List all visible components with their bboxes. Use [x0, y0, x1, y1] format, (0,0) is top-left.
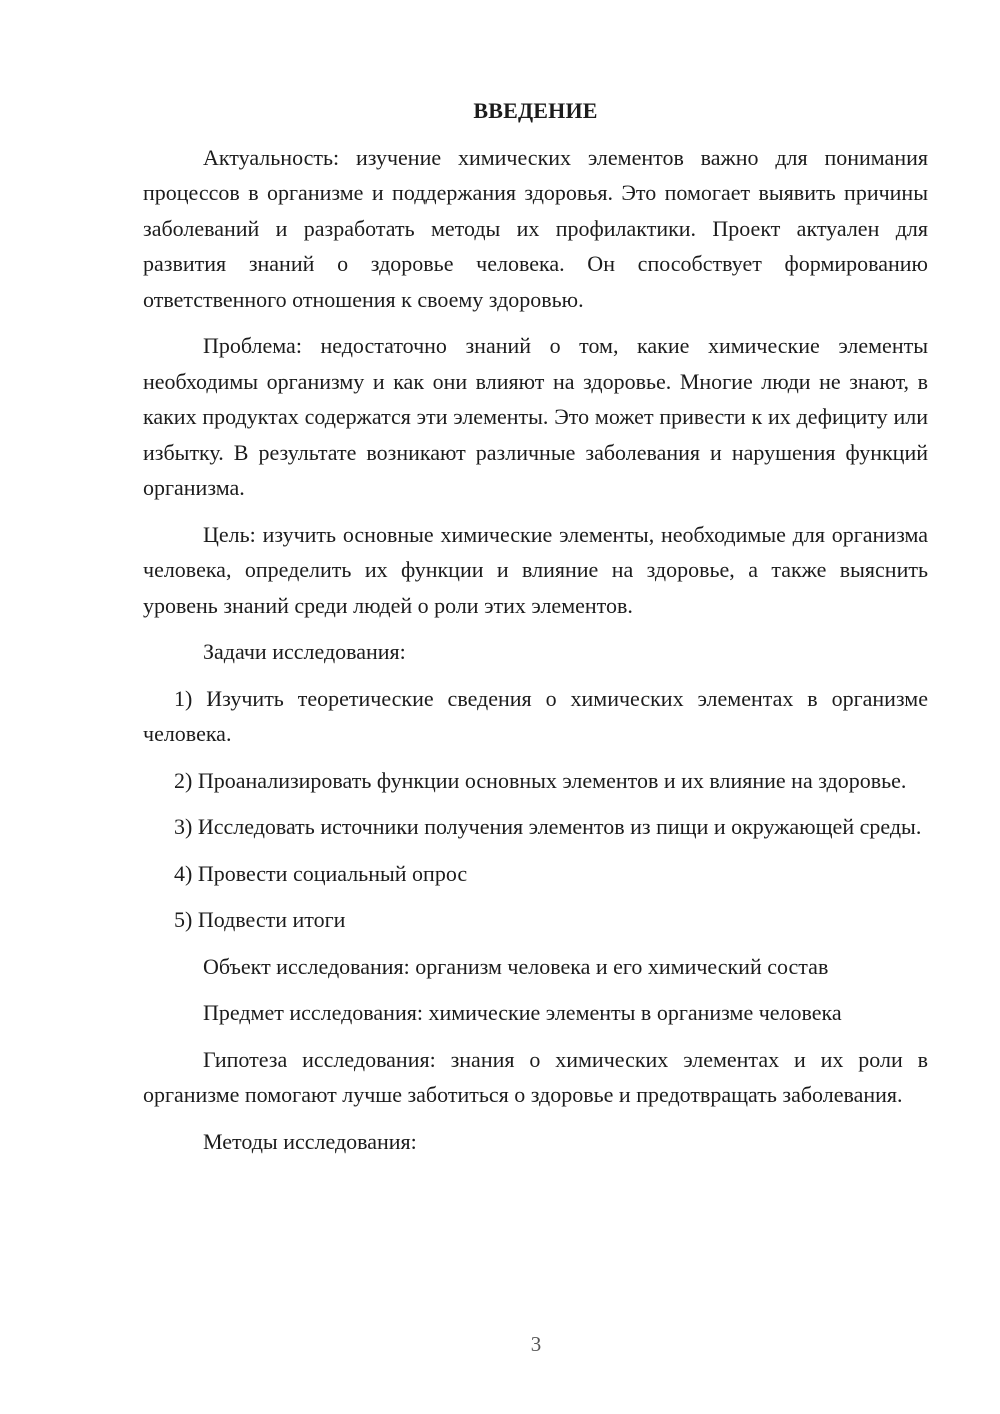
methods-title: Методы исследования:: [203, 1128, 417, 1154]
task-item: 5) Подвести итоги: [174, 907, 346, 932]
hypothesis-paragraph: Гипотеза исследования: знания о химических элементах и их роли в организме помогают лучше заботиться о здоровье и предотвращать заболевания.: [143, 1046, 928, 1107]
page-title: ВВЕДЕНИЕ: [473, 98, 598, 123]
goal-paragraph: Цель: изучить основные химические элементы, необходимые для организма человека, определить их функции и влияние на здоровье, а также выяснить уровень знаний среди людей о роли этих элементов.: [143, 521, 928, 618]
page-content: [143, 93, 928, 1170]
task-item: 1) Изучить теоретические сведения о химических элементах в организме человека.: [143, 685, 928, 746]
task-item: 3) Исследовать источники получения элементов из пищи и окружающей среды.: [174, 814, 922, 839]
task-item: 2) Проанализировать функции основных элементов и их влияние на здоровье.: [174, 767, 907, 793]
page-number: 3: [530, 1332, 542, 1356]
problem-paragraph: Проблема: недостаточно знаний о том, какие химические элементы необходимы организму и как они влияют на здоровье. Многие люди не знают, в каких продуктах содержатся эти элементы. Это может привести к их дефициту или избытку. В результате возникают различные заболевания и нарушения функций организма.: [143, 333, 928, 500]
object-paragraph: Объект исследования: организм человека и его химический состав: [203, 953, 829, 979]
subject-paragraph: Предмет исследования: химические элементы в организме человека: [203, 1000, 842, 1025]
tasks-title: Задачи исследования:: [203, 639, 406, 664]
relevance-paragraph: Актуальность: изучение химических элементов важно для понимания процессов в организме и поддержания здоровья. Это помогает выявить причины заболеваний и разработать методы их профилактики. Проект актуален для развития знаний о здоровье человека. Он способствует формированию ответственного отношения к своему здоровью.: [143, 144, 928, 312]
task-item: 4) Провести социальный опрос: [174, 860, 468, 886]
